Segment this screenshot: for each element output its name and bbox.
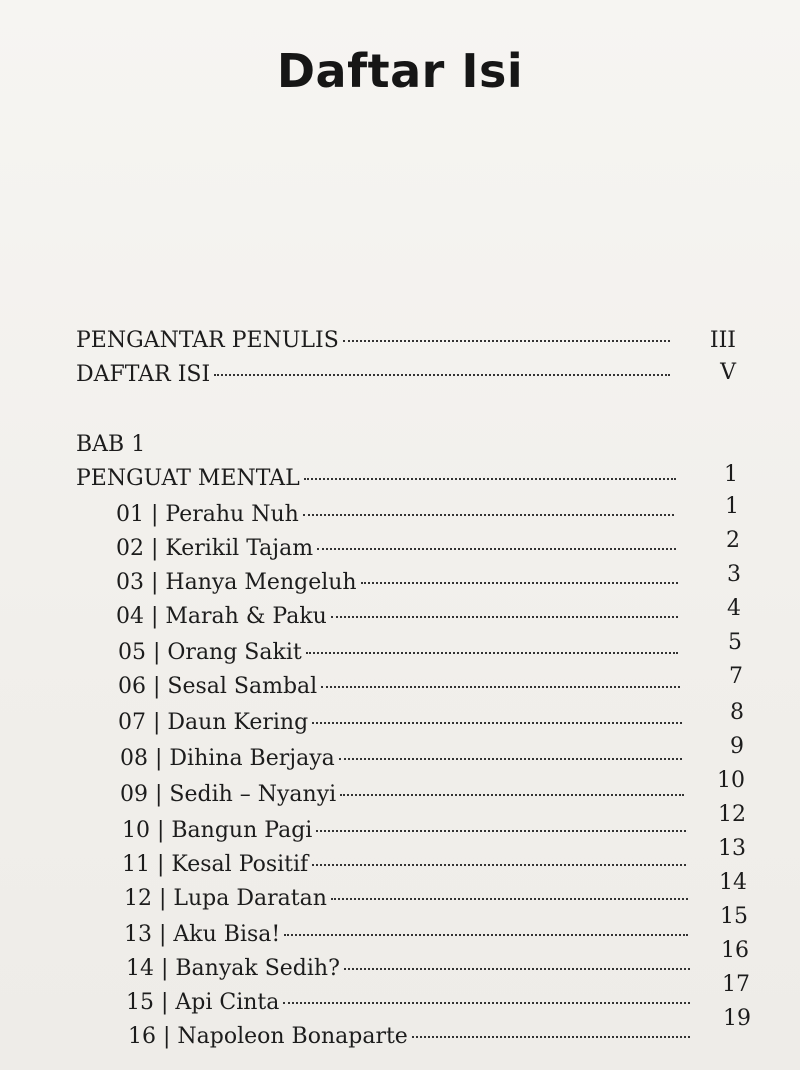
toc-entry-label: 08 | Dihina Berjaya <box>120 746 335 771</box>
toc-entry <box>124 886 694 916</box>
toc-entry <box>126 990 696 1020</box>
dot-leader <box>361 582 678 584</box>
toc-entry <box>122 818 692 848</box>
toc-page-number: 4 <box>727 596 741 621</box>
toc-entry-label: 02 | Kerikil Tajam <box>116 536 314 561</box>
chapter-title-entry <box>76 466 682 496</box>
dot-leader <box>340 794 684 796</box>
toc-page-number: 9 <box>730 734 744 759</box>
toc-page-number: 1 <box>725 494 739 519</box>
toc-page-number: 2 <box>726 528 740 553</box>
chapter-number: BAB 1 <box>76 432 146 457</box>
toc-page-number: 16 <box>721 938 749 963</box>
toc-page-number: 17 <box>722 972 750 997</box>
dot-leader <box>343 340 670 342</box>
dot-leader <box>317 548 676 550</box>
toc-entry <box>124 922 694 952</box>
toc-entry <box>116 536 682 566</box>
dot-leader <box>312 864 686 866</box>
toc-entry-label: 16 | Napoleon Bonaparte <box>128 1024 408 1049</box>
dot-leader <box>331 616 678 618</box>
toc-entry-label: PENGANTAR PENULIS <box>76 328 339 353</box>
dot-leader <box>214 374 670 376</box>
toc-entry-label: 09 | Sedih – Nyanyi <box>120 782 337 807</box>
toc-page-number: 1 <box>724 462 738 487</box>
toc-entry-label: 06 | Sesal Sambal <box>118 674 318 699</box>
dot-leader <box>306 652 678 654</box>
dot-leader <box>312 722 682 724</box>
toc-entry-daftar-isi <box>76 362 676 392</box>
toc-entry <box>120 746 688 776</box>
toc-entry <box>120 782 690 812</box>
toc-entry-label: 07 | Daun Kering <box>118 710 309 735</box>
toc-entry <box>118 674 686 704</box>
dot-leader <box>284 934 688 936</box>
toc-page-number: III <box>709 328 736 353</box>
toc-entry <box>122 852 692 882</box>
toc-page-number: 3 <box>727 562 741 587</box>
dot-leader <box>331 898 688 900</box>
dot-leader <box>304 478 676 480</box>
toc-entry-label: 13 | Aku Bisa! <box>124 922 281 947</box>
dot-leader <box>344 968 690 970</box>
toc-entry <box>116 502 680 532</box>
chapter-title: PENGUAT MENTAL <box>76 466 300 491</box>
toc-page-number: V <box>720 360 736 385</box>
toc-page-number: 19 <box>723 1006 751 1031</box>
toc-entry-label: 12 | Lupa Daratan <box>124 886 327 911</box>
toc-page-number: 10 <box>717 768 745 793</box>
dot-leader <box>412 1036 690 1038</box>
dot-leader <box>316 830 686 832</box>
toc-entry-label: 03 | Hanya Mengeluh <box>116 570 357 595</box>
toc-page-number: 13 <box>718 836 746 861</box>
toc-entry <box>126 956 696 986</box>
toc-page-number: 14 <box>719 870 747 895</box>
toc-entry-label: 11 | Kesal Positif <box>122 852 309 877</box>
dot-leader <box>283 1002 690 1004</box>
toc-page-number: 5 <box>728 630 742 655</box>
toc-entry-label: 04 | Marah & Paku <box>116 604 327 629</box>
toc-page-number: 15 <box>720 904 748 929</box>
toc-page-number: 7 <box>729 664 743 689</box>
toc-entry-pengantar <box>76 328 676 358</box>
toc-entry-label: 01 | Perahu Nuh <box>116 502 299 527</box>
toc-entry <box>116 570 684 600</box>
toc-entry-label: DAFTAR ISI <box>76 362 211 387</box>
toc-page-number: 12 <box>718 802 746 827</box>
toc-entry-label: 14 | Banyak Sedih? <box>126 956 340 981</box>
toc-entry-label: 15 | Api Cinta <box>126 990 280 1015</box>
dot-leader <box>321 686 680 688</box>
toc-entry <box>116 604 684 634</box>
toc-entry <box>118 640 684 670</box>
dot-leader <box>303 514 674 516</box>
toc-entry-label: 05 | Orang Sakit <box>118 640 302 665</box>
page-title: Daftar Isi <box>276 44 524 98</box>
toc-entry-label: 10 | Bangun Pagi <box>122 818 313 843</box>
toc-entry <box>128 1024 696 1054</box>
toc-page-number: 8 <box>730 700 744 725</box>
dot-leader <box>339 758 682 760</box>
toc-entry <box>118 710 688 740</box>
